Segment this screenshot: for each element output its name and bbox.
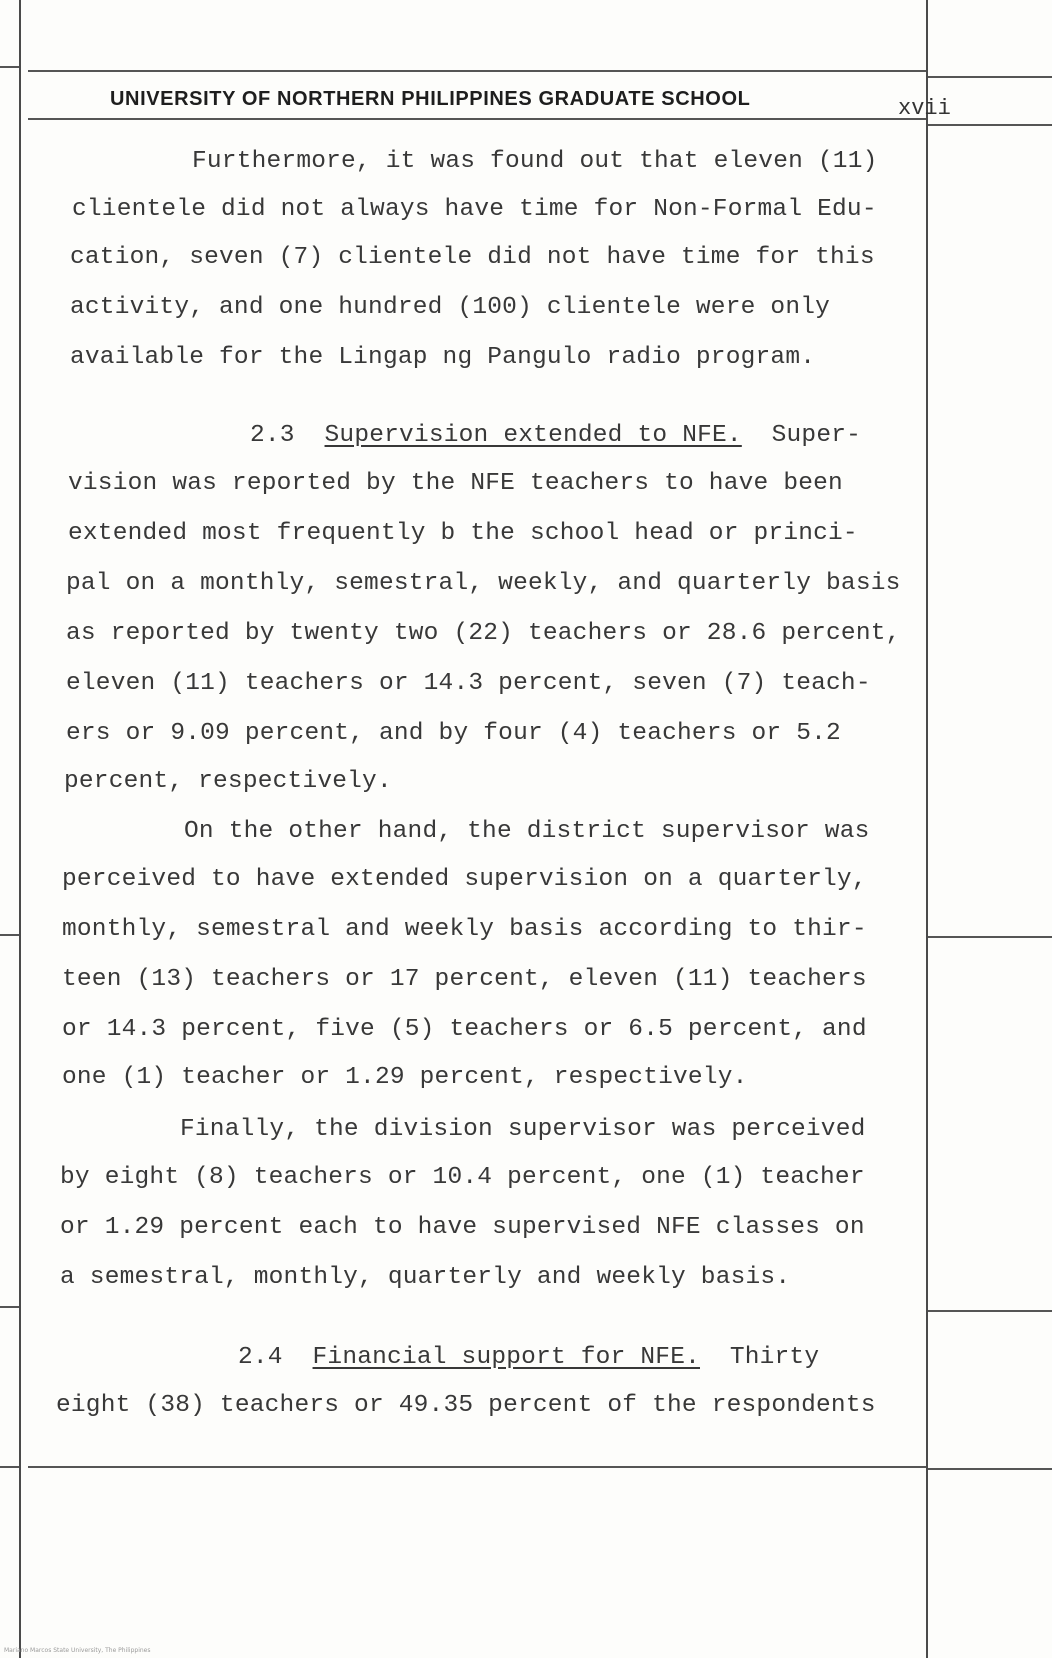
paragraph-4-line-2: by eight (8) teachers or 10.4 percent, one (1) teacher xyxy=(60,1164,865,1191)
left-tick-1 xyxy=(0,66,19,68)
paragraph-2-line-3: pal on a monthly, semestral, weekly, and quarterly basis xyxy=(66,570,901,597)
section-2-4-heading-line xyxy=(238,1344,819,1371)
paragraph-3-line-1: On the other hand, the district supervisor was xyxy=(184,818,870,845)
right-margin-rule xyxy=(926,0,928,1658)
left-tick-4 xyxy=(0,1466,19,1468)
left-tick-3 xyxy=(0,1306,19,1308)
paragraph-5-line-1: eight (38) teachers or 49.35 percent of the respondents xyxy=(56,1392,876,1419)
header-rule-bottom xyxy=(28,118,926,120)
paragraph-4-line-1: Finally, the division supervisor was perceived xyxy=(180,1116,866,1143)
left-tick-2 xyxy=(0,934,19,936)
right-tick-3 xyxy=(928,936,1052,938)
header-rule-top xyxy=(28,70,926,72)
paragraph-2-line-1: vision was reported by the NFE teachers to have been xyxy=(68,470,843,497)
paragraph-3-line-3: monthly, semestral and weekly basis according to thir- xyxy=(62,916,867,943)
paragraph-1-line-3: cation, seven (7) clientele did not have time for this xyxy=(70,244,875,271)
right-tick-1 xyxy=(928,76,1052,78)
paragraph-2-line-6: ers or 9.09 percent, and by four (4) teachers or 5.2 xyxy=(66,720,841,747)
paragraph-2-line-4: as reported by twenty two (22) teachers or 28.6 percent, xyxy=(66,620,901,647)
paragraph-1-line-1: Furthermore, it was found out that eleven (11) xyxy=(192,148,878,175)
paragraph-1-line-2: clientele did not always have time for Non-Formal Edu- xyxy=(72,196,877,223)
paragraph-2-line-5: eleven (11) teachers or 14.3 percent, seven (7) teach- xyxy=(66,670,871,697)
right-tick-4 xyxy=(928,1310,1052,1312)
paragraph-2-line-7: percent, respectively. xyxy=(64,768,392,795)
paragraph-3-line-6: one (1) teacher or 1.29 percent, respectively. xyxy=(62,1064,748,1091)
paragraph-4-line-3: or 1.29 percent each to have supervised NFE classes on xyxy=(60,1214,865,1241)
paragraph-1-line-5: available for the Lingap ng Pangulo radio program. xyxy=(70,344,816,371)
paragraph-3-line-5: or 14.3 percent, five (5) teachers or 6.5 percent, and xyxy=(62,1016,867,1043)
section-heading: Supervision extended to NFE. xyxy=(324,422,742,449)
section-number: 2.3 xyxy=(250,422,295,449)
right-tick-2 xyxy=(928,124,1052,126)
paragraph-3-line-2: perceived to have extended supervision on a quarterly, xyxy=(62,866,867,893)
paragraph-2-line-2: extended most frequently b the school head or princi- xyxy=(68,520,858,547)
section-heading-continuation: Thirty xyxy=(729,1344,820,1371)
university-header: UNIVERSITY OF NORTHERN PHILIPPINES GRADUATE SCHOOL xyxy=(110,88,751,110)
paragraph-1-line-4: activity, and one hundred (100) clientele were only xyxy=(70,294,831,321)
scan-footer-note: Mariano Marcos State University, The Philippines xyxy=(4,1647,151,1654)
section-heading-continuation: Super- xyxy=(771,422,862,449)
paragraph-4-line-4: a semestral, monthly, quarterly and weekly basis. xyxy=(60,1264,791,1291)
footer-rule xyxy=(28,1466,926,1468)
right-tick-5 xyxy=(928,1468,1052,1470)
section-2-3-heading-line xyxy=(250,422,861,449)
section-number: 2.4 xyxy=(238,1344,283,1371)
paragraph-3-line-4: teen (13) teachers or 17 percent, eleven (11) teachers xyxy=(62,966,867,993)
section-heading: Financial support for NFE. xyxy=(312,1344,700,1371)
left-margin-rule xyxy=(19,0,21,1658)
page-number: xvii xyxy=(898,96,951,121)
